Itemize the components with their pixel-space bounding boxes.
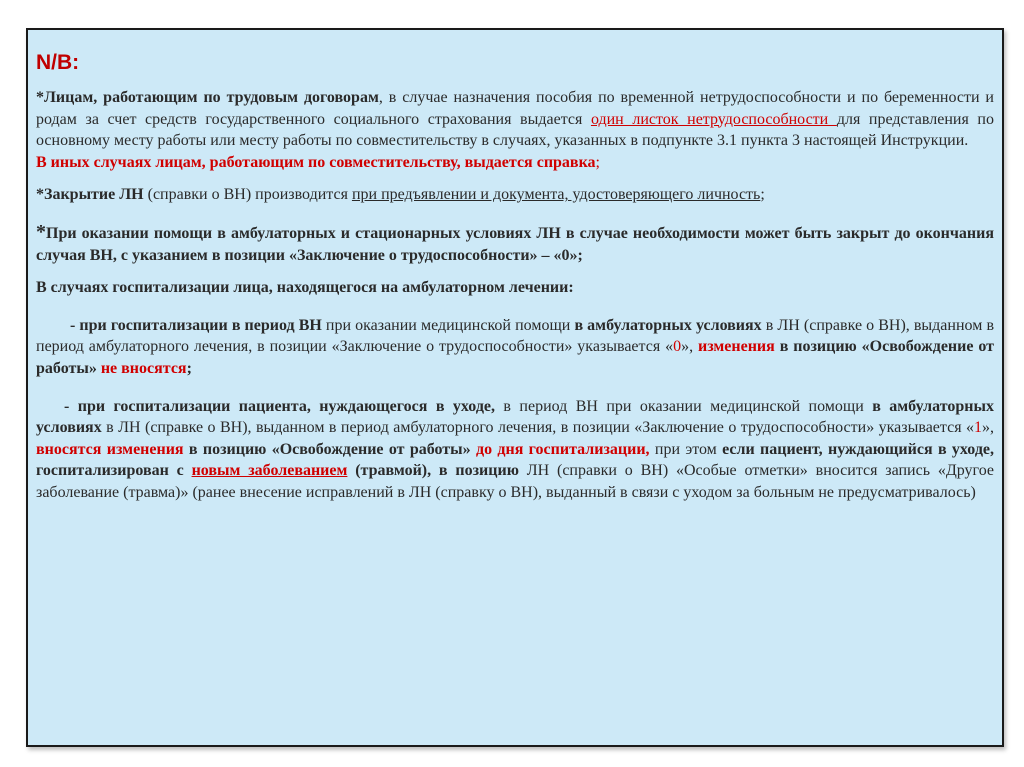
p2-text-1: (справки о ВН) производится bbox=[143, 186, 352, 204]
paragraph-hospitalization-heading: В случаях госпитализации лица, находящегося на амбулаторном лечении: bbox=[36, 279, 574, 297]
p5-bold-4: ; bbox=[186, 359, 192, 377]
p6-bold-5: (травмой), в позицию bbox=[347, 462, 519, 480]
p6-text-1: в период ВН при оказании медицинской помощи bbox=[495, 397, 873, 415]
p6-text-3: », bbox=[982, 419, 994, 437]
slide-content bbox=[36, 50, 994, 504]
p6-bold-4: если пациент, нуждающийся в уходе, госпитализирован с bbox=[36, 440, 995, 480]
p1-red-line: В иных случаях лицам, работающим по совместительству, выдается справка bbox=[36, 153, 596, 171]
p6-red-1: вносятся изменения bbox=[36, 440, 184, 458]
p2-text-2: ; bbox=[760, 186, 765, 204]
p6-bold-1: - при госпитализации пациента, нуждающегося в уходе, bbox=[64, 397, 496, 415]
p5-bold-3: в позицию «Освобождение от работы» bbox=[36, 338, 994, 377]
nb-heading: N/B: bbox=[36, 51, 80, 74]
p6-red-3: новым заболеванием bbox=[191, 462, 348, 480]
p6-red-2: до дня госпитализации, bbox=[470, 440, 650, 458]
p6-text-4: при этом bbox=[649, 440, 723, 458]
p6-bold-3: в позицию «Освобождение от работы» bbox=[183, 440, 471, 458]
p6-one: 1 bbox=[974, 419, 982, 437]
paragraph-hospitalization-during bbox=[36, 315, 994, 380]
p5-red-1: изменения bbox=[697, 338, 775, 356]
p1-text-2: для представления по основному месту работы или месту работы по совместительству в случаях, указанных в подпункте 3.1 пункта 3 настоящей Инструкции. bbox=[36, 110, 994, 150]
p5-text-3: », bbox=[681, 338, 698, 356]
p5-text-2: в ЛН (справке о ВН), выданном в период амбулаторного лечения, в позиции «Заключение о трудоспособности» указывается « bbox=[36, 316, 995, 356]
paragraph-workers bbox=[36, 87, 994, 173]
paragraph-assistance bbox=[36, 222, 994, 266]
paragraph-closing bbox=[36, 184, 994, 206]
p6-text-2: в ЛН (справке о ВН), выданном в период амбулаторного лечения, в позиции «Заключение о трудоспособности» указывается « bbox=[101, 419, 974, 437]
paragraph-hospitalization-caregiver bbox=[36, 396, 994, 504]
p1-lead: *Лицам, работающим по трудовым договорам bbox=[36, 89, 379, 106]
p5-zero: 0 bbox=[673, 338, 682, 356]
p1-text-1: , в случае назначения пособия по временной нетрудоспособности и по беременности и родам за счет средств государственного социального страхования выдается bbox=[36, 89, 994, 128]
slide-panel bbox=[26, 28, 1004, 747]
p6-text-5: ЛН (справки о ВН) «Особые отметки» вносится запись «Другое заболевание (травма)» (ранее внесение исправлений в ЛН (справку о ВН), выданный в связи с уходом за больным не предусматривалось) bbox=[36, 462, 995, 501]
p2-underlined: при предъявлении и документа, удостоверяющего личность bbox=[351, 186, 761, 204]
p5-red-2: не вносятся bbox=[100, 359, 187, 377]
p5-bold-1: - при госпитализации в период ВН bbox=[70, 316, 322, 334]
p1-highlight: один листок нетрудоспособности bbox=[590, 110, 837, 128]
p2-lead: *Закрытие ЛН bbox=[36, 186, 144, 204]
p3-text: При оказании помощи в амбулаторных и стационарных условиях ЛН в случае необходимости может быть закрыт до окончания случая ВН, с указанием в позиции «Заключение о трудоспособности» – «0»; bbox=[36, 224, 994, 264]
p1-semicolon: ; bbox=[595, 153, 600, 171]
p3-star: * bbox=[36, 220, 46, 243]
p5-text-1: при оказании медицинской помощи bbox=[321, 316, 575, 334]
p5-bold-2: в амбулаторных условиях bbox=[574, 316, 762, 334]
p6-bold-2: в амбулаторных условиях bbox=[36, 397, 994, 437]
